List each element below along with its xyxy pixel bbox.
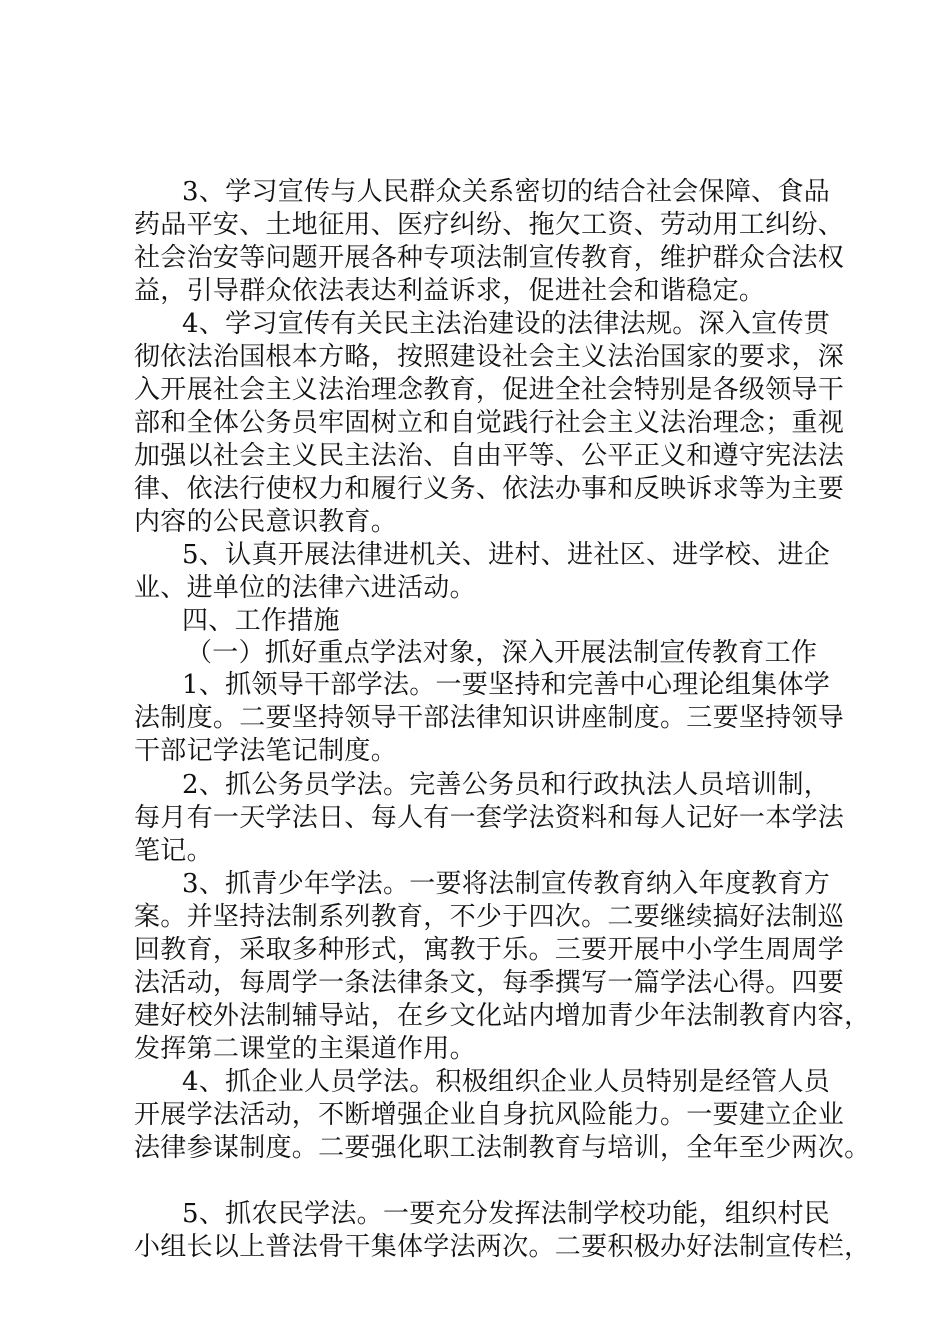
- text-line: 3、抓青少年学法。一要将法制宣传教育纳入年度教育方: [182, 869, 831, 899]
- text-line: 部和全体公务员牢固树立和自觉践行社会主义法治理念；重视: [134, 408, 845, 438]
- text-line: 法律参谋制度。二要强化职工法制教育与培训，全年至少两次。: [134, 1133, 871, 1163]
- text-line: 3、学习宣传与人民群众关系密切的结合社会保障、食品: [182, 177, 831, 207]
- text-line: 建好校外法制辅导站，在乡文化站内增加青少年法制教育内容，: [134, 1001, 871, 1031]
- text-line: 案。并坚持法制系列教育，不少于四次。二要继续搞好法制巡: [134, 902, 845, 932]
- text-line: 发挥第二课堂的主渠道作用。: [134, 1034, 476, 1064]
- text-line: 益，引导群众依法表达利益诉求，促进社会和谐稳定。: [134, 276, 766, 306]
- text-line: 5、认真开展法律进机关、进村、进社区、进学校、进企: [182, 540, 831, 570]
- text-line: 加强以社会主义民主法治、自由平等、公平正义和遵守宪法法: [134, 441, 845, 471]
- text-line: 4、抓企业人员学法。积极组织企业人员特别是经管人员: [182, 1067, 831, 1097]
- text-line: 回教育，采取多种形式，寓教于乐。三要开展中小学生周周学: [134, 935, 845, 965]
- text-line: 法活动，每周学一条法律条文，每季撰写一篇学法心得。四要: [134, 968, 845, 998]
- text-line: 药品平安、土地征用、医疗纠纷、拖欠工资、劳动用工纠纷、: [134, 210, 845, 240]
- subsection-heading: （一）抓好重点学法对象，深入开展法制宣传教育工作: [186, 638, 818, 668]
- section-heading: 四、工作措施: [182, 606, 340, 636]
- text-line: 4、学习宣传有关民主法治建设的法律法规。深入宣传贯: [182, 309, 831, 339]
- text-line: 法制度。二要坚持领导干部法律知识讲座制度。三要坚持领导: [134, 703, 845, 733]
- text-line: 1、抓领导干部学法。一要坚持和完善中心理论组集体学: [182, 670, 831, 700]
- text-line: 开展学法活动，不断增强企业自身抗风险能力。一要建立企业: [134, 1100, 845, 1130]
- text-line: 小组长以上普法骨干集体学法两次。二要积极办好法制宣传栏，: [134, 1232, 871, 1262]
- text-line: 每月有一天学法日、每人有一套学法资料和每人记好一本学法: [134, 803, 845, 833]
- text-line: 2、抓公务员学法。完善公务员和行政执法人员培训制，: [182, 770, 831, 800]
- text-line: 入开展社会主义法治理念教育，促进全社会特别是各级领导干: [134, 375, 845, 405]
- text-line: 彻依法治国根本方略，按照建设社会主义法治国家的要求，深: [134, 342, 845, 372]
- text-line: 笔记。: [134, 836, 213, 866]
- text-line: 干部记学法笔记制度。: [134, 736, 398, 766]
- text-line: 社会治安等问题开展各种专项法制宣传教育，维护群众合法权: [134, 243, 845, 273]
- text-line: 业、进单位的法律六进活动。: [134, 573, 476, 603]
- text-line: 律、依法行使权力和履行义务、依法办事和反映诉求等为主要: [134, 474, 845, 504]
- text-line: 内容的公民意识教育。: [134, 507, 398, 537]
- text-line: 5、抓农民学法。一要充分发挥法制学校功能，组织村民: [182, 1199, 831, 1229]
